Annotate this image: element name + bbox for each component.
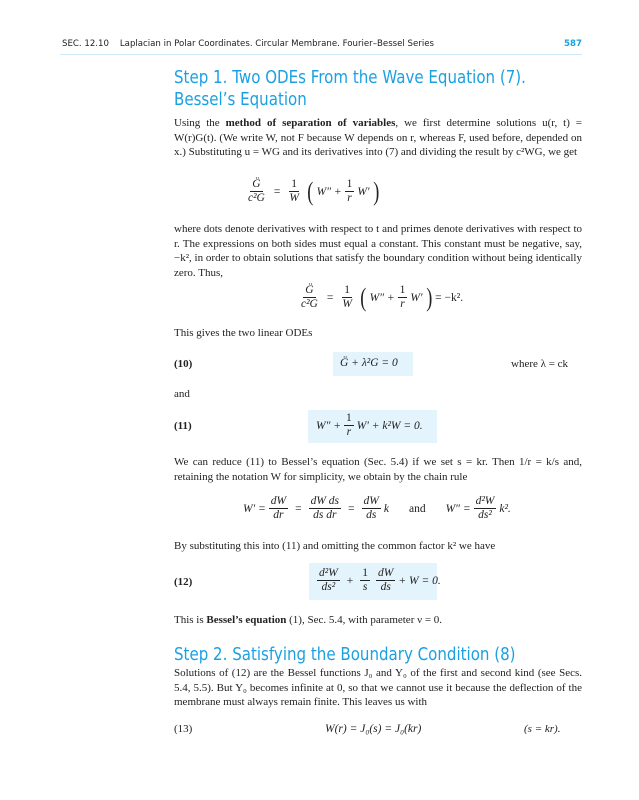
equation-number-10: (10): [174, 358, 193, 370]
bold-term: method of separation of variables: [225, 117, 396, 129]
equation-10: G̈ + λ²G = 0: [340, 357, 398, 369]
equation-13: W(r) = J₀(s) = J₀(kr): [325, 723, 422, 735]
paragraph-reduce: We can reduce (11) to Bessel’s equation (Sec. 5.4) if we set s = kr. Then 1/r = k/s and, retaining the notation W for simplicity, we obtain by the chain rule: [174, 456, 582, 483]
paragraph-two-odes: This gives the two linear ODEs: [174, 327, 313, 339]
paragraph-separation: [174, 116, 582, 160]
running-header: [62, 39, 582, 49]
equation-number-12: (12): [174, 576, 193, 588]
section-number: SEC. 12.10: [62, 39, 109, 49]
text-and: and: [174, 388, 190, 400]
equation-13-note: (s = kr).: [524, 723, 561, 735]
header-divider: [60, 54, 582, 55]
paragraph-substituting: By substituting this into (11) and omitting the common factor k² we have: [174, 540, 496, 552]
equation-constant: $\frac{G̈}{\text{c²G}}$ = $\frac{1}{W}$ ( W″ + $\frac{1}{r}$ W′ ) = −k².: [301, 282, 464, 312]
equation-separated: $\frac{G̈}{\text{c²G}}$ = $\frac{1}{W}$ ( W″ + $\frac{1}{r}$ W′ ): [248, 176, 379, 206]
paragraph-solutions: Solutions of (12) are the Bessel functions J₀ and Y₀ of the first and second kind (see Secs. 5.4, 5.5). But Y₀ becomes infinite at 0, so that we cannot use it because the deflection of the membrane must always remain finite. This leaves us with: [174, 667, 582, 708]
text: Using the: [174, 117, 226, 129]
equation-10-note: where λ = ck: [511, 358, 569, 370]
equation-number-11: (11): [174, 420, 192, 432]
equation-12: $\frac{\text{d²W}}{\text{ds²}}$ + $\frac{1}{s}$ $\frac{dW}{ds}$ + W = 0.: [319, 567, 441, 593]
text: , we first determine solutions u(r, t) = W(r)G(t). (We write W, not F because W depends on r, whereas F, used before, depended on x.) Substituting u = WG and its derivatives into (7) and dividing the result by c²WG, we get: [174, 117, 582, 158]
step1-heading-line2: Bessel’s Equation: [174, 90, 307, 110]
paragraph-constant: where dots denote derivatives with respect to t and primes denote derivatives with respect to r. The expressions on both sides must equal a constant. This constant must be negative, say, −k², in order to obtain solutions that satisfy the boundary condition without being identically zero. Thus,: [174, 223, 582, 279]
equation-chain-rule: W′ = $\frac{dW}{dr}$ = $\frac{\text{dW ds}}{\text{ds dr}}$ = $\frac{dW}{ds}$ k and W″ = $\frac{\text{d²W}}{\text{ds²}}$ k².: [243, 495, 511, 521]
section-title: Laplacian in Polar Coordinates. Circular Membrane. Fourier–Bessel Series: [119, 39, 434, 49]
step2-heading: Step 2. Satisfying the Boundary Condition (8): [174, 645, 516, 665]
step1-heading-line1: Step 1. Two ODEs From the Wave Equation (7).: [174, 68, 526, 88]
step1-heading: [174, 67, 526, 111]
equation-11: W″ + $\frac{1}{r}$ W′ + k²W = 0.: [316, 412, 423, 438]
equation-number-13: (13): [174, 723, 193, 735]
paragraph-bessel: This is Bessel’s equation (1), Sec. 5.4, with parameter ν = 0.: [174, 614, 443, 626]
page-number: 587: [564, 39, 582, 49]
